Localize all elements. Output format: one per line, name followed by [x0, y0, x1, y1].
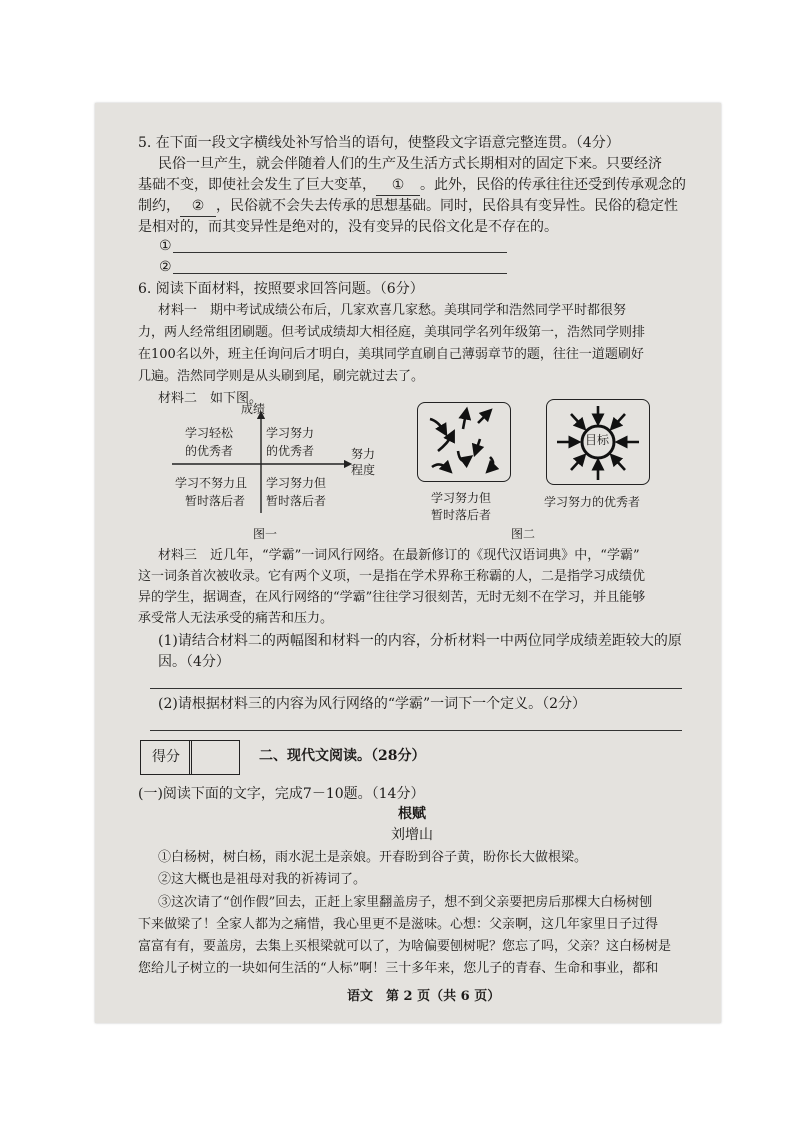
material-1-line: 材料一 期中考试成绩公布后，几家欢喜几家愁。美琪同学和浩然同学平时都很努 — [158, 303, 627, 318]
answer-line-3[interactable] — [150, 688, 682, 689]
q6-title: 6. 阅读下面材料，按照要求回答问题。（6分） — [138, 281, 424, 297]
q5-paragraph-line: 是相对的，而其变异性是绝对的，没有变异的民俗文化是不存在的。 — [138, 219, 558, 235]
x-axis-label: 努力 — [351, 447, 376, 461]
essay-paragraph: ①白杨树，树白杨，雨水泥土是亲娘。开春盼到谷子黄，盼你长大做根梁。 — [158, 850, 588, 865]
blank-2: ② — [180, 196, 216, 217]
quadrant-top-right: 学习努力 — [266, 426, 315, 440]
y-axis-label: 成绩 — [241, 402, 266, 416]
q5-title: 5. 在下面一段文字横线处补写恰当的语句，使整段文字语意完整连贯。（4分） — [138, 135, 620, 151]
essay-paragraph: 富富有有，要盖房，去集上买根梁就可以了，为啥偏要刨树呢？您忘了吗，父亲？这白杨树是 — [138, 939, 672, 954]
material-3-line: 材料三 近几年，“学霸”一词风行网络。在最新修订的《现代汉语词典》中，“学霸” — [158, 548, 640, 563]
quadrant-top-left: 学习轻松 — [185, 426, 234, 440]
sub-question-1: 因。（4分） — [158, 654, 230, 670]
answer-label-1: ① — [159, 238, 172, 254]
answer-line-4[interactable] — [150, 730, 682, 731]
essay-paragraph: ③这次请了“创作假”回去，正赶上家里翻盖房子，想不到父亲要把房后那棵大白杨树刨 — [158, 895, 653, 910]
answer-line-1[interactable] — [173, 252, 507, 253]
q5-paragraph-line: 基础不变，即使社会发生了巨大变革， ① 。此外，民俗的传承往往还受到传承观念的 — [138, 175, 686, 196]
blank-1: ① — [376, 175, 420, 196]
essay-author: 刘增山 — [391, 827, 433, 843]
x-axis-label: 程度 — [351, 463, 376, 477]
material-3-line: 承受常人无法承受的痛苦和压力。 — [138, 611, 334, 626]
quadrant-bottom-right: 暂时落后者 — [266, 494, 327, 508]
section-2-title: 二、现代文阅读。（28分） — [259, 748, 426, 764]
material-1-line: 在100名以外，班主任询问后才明白，美琪同学直刷自己薄弱章节的题，往往一道题刷好 — [138, 347, 644, 362]
material-3-line: 异的学生，据调查，在风行网络的“学霸”往往学习很刻苦，无时无刻不在学习，并且能够 — [138, 590, 646, 605]
scattered-effort-box — [417, 402, 511, 482]
score-label: 得分 — [152, 749, 180, 765]
essay-paragraph: 您给儿子树立的一块如何生活的“人标”啊！三十多年来，您儿子的青春、生命和事业，都和 — [138, 961, 659, 976]
material-2-line: 材料二 如下图。 — [158, 391, 263, 406]
section-2-intro: (一)阅读下面的文字，完成7－10题。（14分） — [138, 786, 425, 802]
q5-paragraph-line: 民俗一旦产生，就会伴随着人们的生产及生活方式长期相对的固定下来。只要经济 — [158, 156, 662, 172]
quadrant-top-left: 的优秀者 — [185, 444, 234, 458]
essay-title: 根赋 — [398, 806, 426, 822]
page-footer: 语文 第 2 页（共 6 页） — [347, 989, 501, 1004]
essay-paragraph: ②这大概也是祖母对我的祈祷词了。 — [158, 872, 367, 887]
target-label: 目标 — [584, 433, 609, 447]
quadrant-top-right: 的优秀者 — [266, 444, 315, 458]
scattered-arrows-icon — [418, 403, 510, 481]
answer-line-2[interactable] — [173, 273, 507, 274]
material-3-line: 这一词条首次被收录。它有两个义项，一是指在学术界称王称霸的人，二是指学习成绩优 — [138, 569, 646, 584]
sub-question-1: (1)请结合材料二的两幅图和材料一的内容，分析材料一中两位同学成绩差距较大的原 — [158, 633, 682, 649]
q5-paragraph-line: 制约， ② ，民俗就不会失去传承的思想基础。同时，民俗具有变异性。民俗的稳定性 — [138, 196, 678, 217]
score-box-label-cell — [140, 740, 192, 775]
quadrant-bottom-left: 暂时落后者 — [185, 494, 246, 508]
quadrant-bottom-right: 学习努力但 — [266, 476, 327, 490]
figure-2-caption: 图二 — [511, 527, 536, 541]
quadrant-bottom-left: 学习不努力且 — [175, 476, 248, 490]
essay-paragraph: 下来做梁了！全家人都为之痛惜，我心里更不是滋味。心想：父亲啊，这几年家里日子过得 — [138, 917, 659, 932]
material-1-line: 力，两人经常组团刷题。但考试成绩却大相径庭，美琪同学名列年级第一，浩然同学则排 — [138, 325, 646, 340]
scattered-label: 学习努力但 — [431, 491, 492, 505]
material-1-line: 几遍。浩然同学则是从头刷到尾，刷完就过去了。 — [138, 369, 425, 384]
answer-label-2: ② — [159, 259, 172, 275]
score-box-entry-cell[interactable] — [189, 740, 240, 775]
sub-question-2: (2)请根据材料三的内容为风行网络的“学霸”一词下一个定义。（2分） — [158, 696, 587, 712]
scattered-label: 暂时落后者 — [431, 508, 492, 522]
focused-label: 学习努力的优秀者 — [544, 495, 641, 509]
figure-1-caption: 图一 — [253, 527, 278, 541]
exam-page — [95, 103, 721, 1023]
